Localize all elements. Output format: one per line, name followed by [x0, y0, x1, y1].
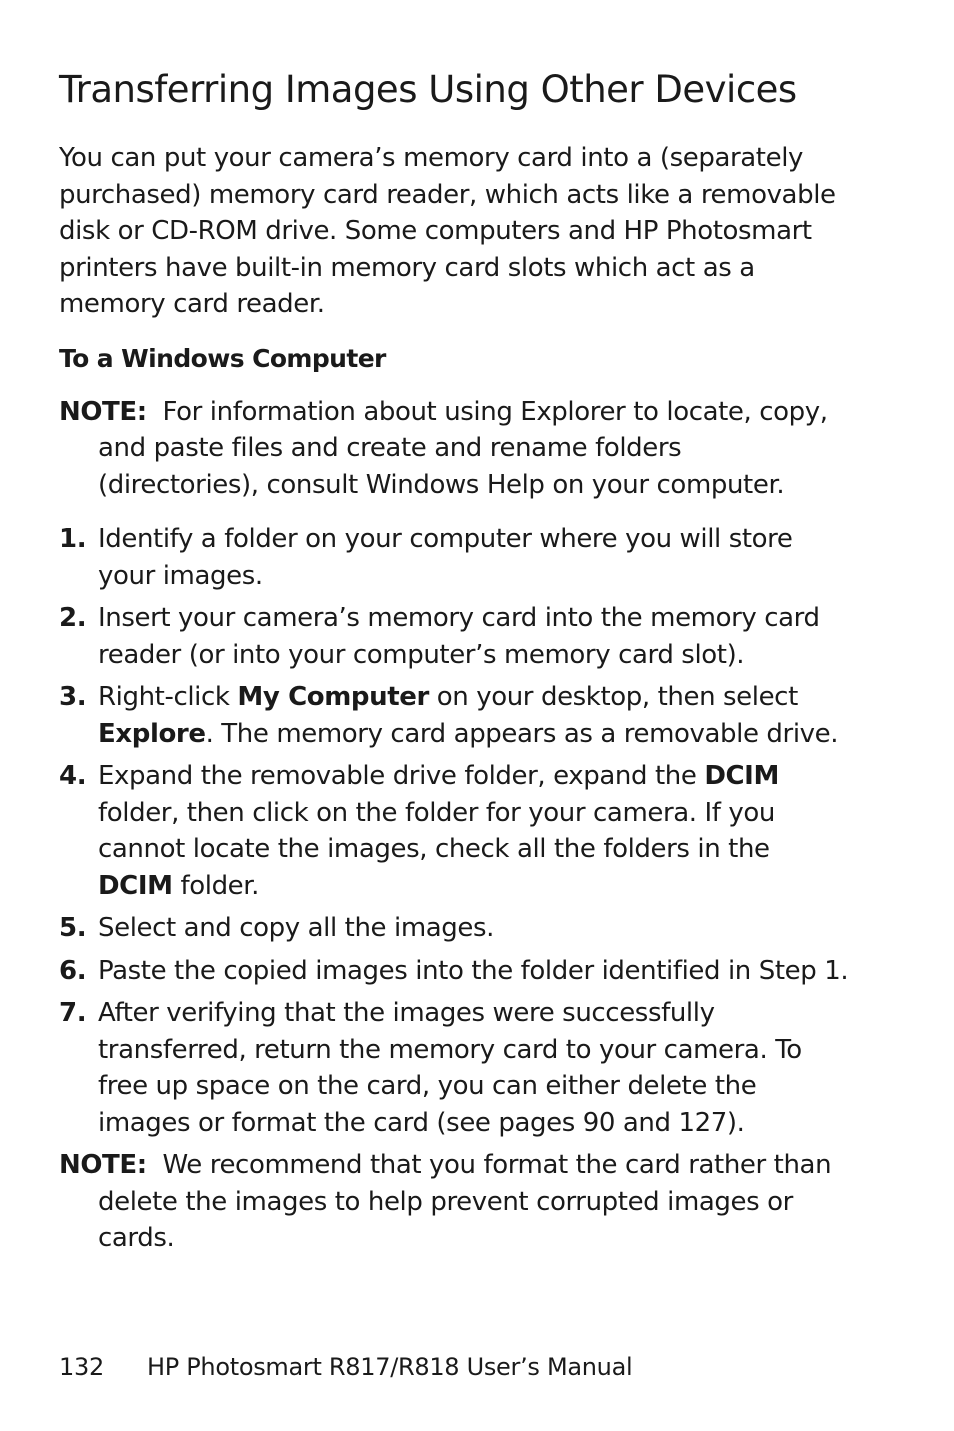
step-text: Paste the copied images into the folder identified in Step 1.	[98, 955, 849, 986]
step-item	[59, 521, 849, 594]
step-text: Select and copy all the images.	[98, 913, 494, 943]
step-item	[59, 910, 849, 947]
page-number: 132	[59, 1353, 104, 1381]
step-text-post: . The memory card appears as a removable drive.	[205, 718, 839, 749]
step-term-dcim: DCIM	[704, 761, 779, 791]
step-text: After verifying that the images were successfully transferred, return the memory card to your camera. To free up space on the card, you can either delete the images or format the card (see pages 90 and 127).	[98, 998, 802, 1138]
note-explorer	[59, 394, 849, 504]
page-title: Transferring Images Using Other Devices	[59, 68, 797, 111]
step-number: 2.	[59, 603, 87, 633]
step-text-pre: Right-click	[98, 682, 238, 712]
step-item	[59, 953, 849, 990]
step-number: 5.	[59, 913, 87, 943]
step-item	[59, 995, 849, 1141]
manual-page	[59, 62, 849, 1275]
step-text: Insert your camera’s memory card into the memory card reader (or into your computer’s memory card slot).	[98, 603, 820, 670]
step-number: 3.	[59, 682, 87, 712]
step-term-my-computer: My Computer	[237, 682, 429, 712]
step-item	[59, 679, 849, 752]
step-item	[59, 758, 849, 904]
step-text: Identify a folder on your computer where you will store your images.	[98, 524, 793, 591]
step-number: 7.	[59, 998, 87, 1028]
step-text-pre: Expand the removable drive folder, expand the	[98, 761, 705, 791]
step-number: 6.	[59, 955, 87, 986]
steps-list	[59, 521, 849, 1141]
note-text: We recommend that you format the card rather than delete the images to help prevent corrupted images or cards.	[98, 1150, 832, 1253]
manual-title: HP Photosmart R817/R818 User’s Manual	[147, 1353, 633, 1381]
step-term-dcim: DCIM	[98, 870, 173, 901]
step-item	[59, 600, 849, 673]
note-text: For information about using Explorer to locate, copy, and paste files and create and rename folders (directories), consult Windows Help on your computer.	[98, 396, 828, 500]
step-number: 4.	[59, 761, 87, 791]
note-label: NOTE:	[59, 396, 147, 427]
page-footer	[59, 1350, 632, 1384]
section-heading: To a Windows Computer	[59, 343, 386, 373]
step-text-post: folder.	[172, 870, 260, 901]
step-term-explore: Explore	[98, 718, 206, 749]
step-text-mid: folder, then click on the folder for your camera. If you cannot locate the images, check all the folders in the	[98, 797, 775, 864]
note-format-card	[59, 1147, 849, 1257]
step-number: 1.	[59, 524, 87, 554]
note-label: NOTE:	[59, 1150, 147, 1180]
intro-paragraph: You can put your camera’s memory card into a (separately purchased) memory card reader, which acts like a removable disk or CD-ROM drive. Some computers and HP Photosmart printers have built-in memory card slots which act as a memory card reader.	[59, 143, 836, 319]
step-text-mid: on your desktop, then select	[428, 682, 798, 712]
